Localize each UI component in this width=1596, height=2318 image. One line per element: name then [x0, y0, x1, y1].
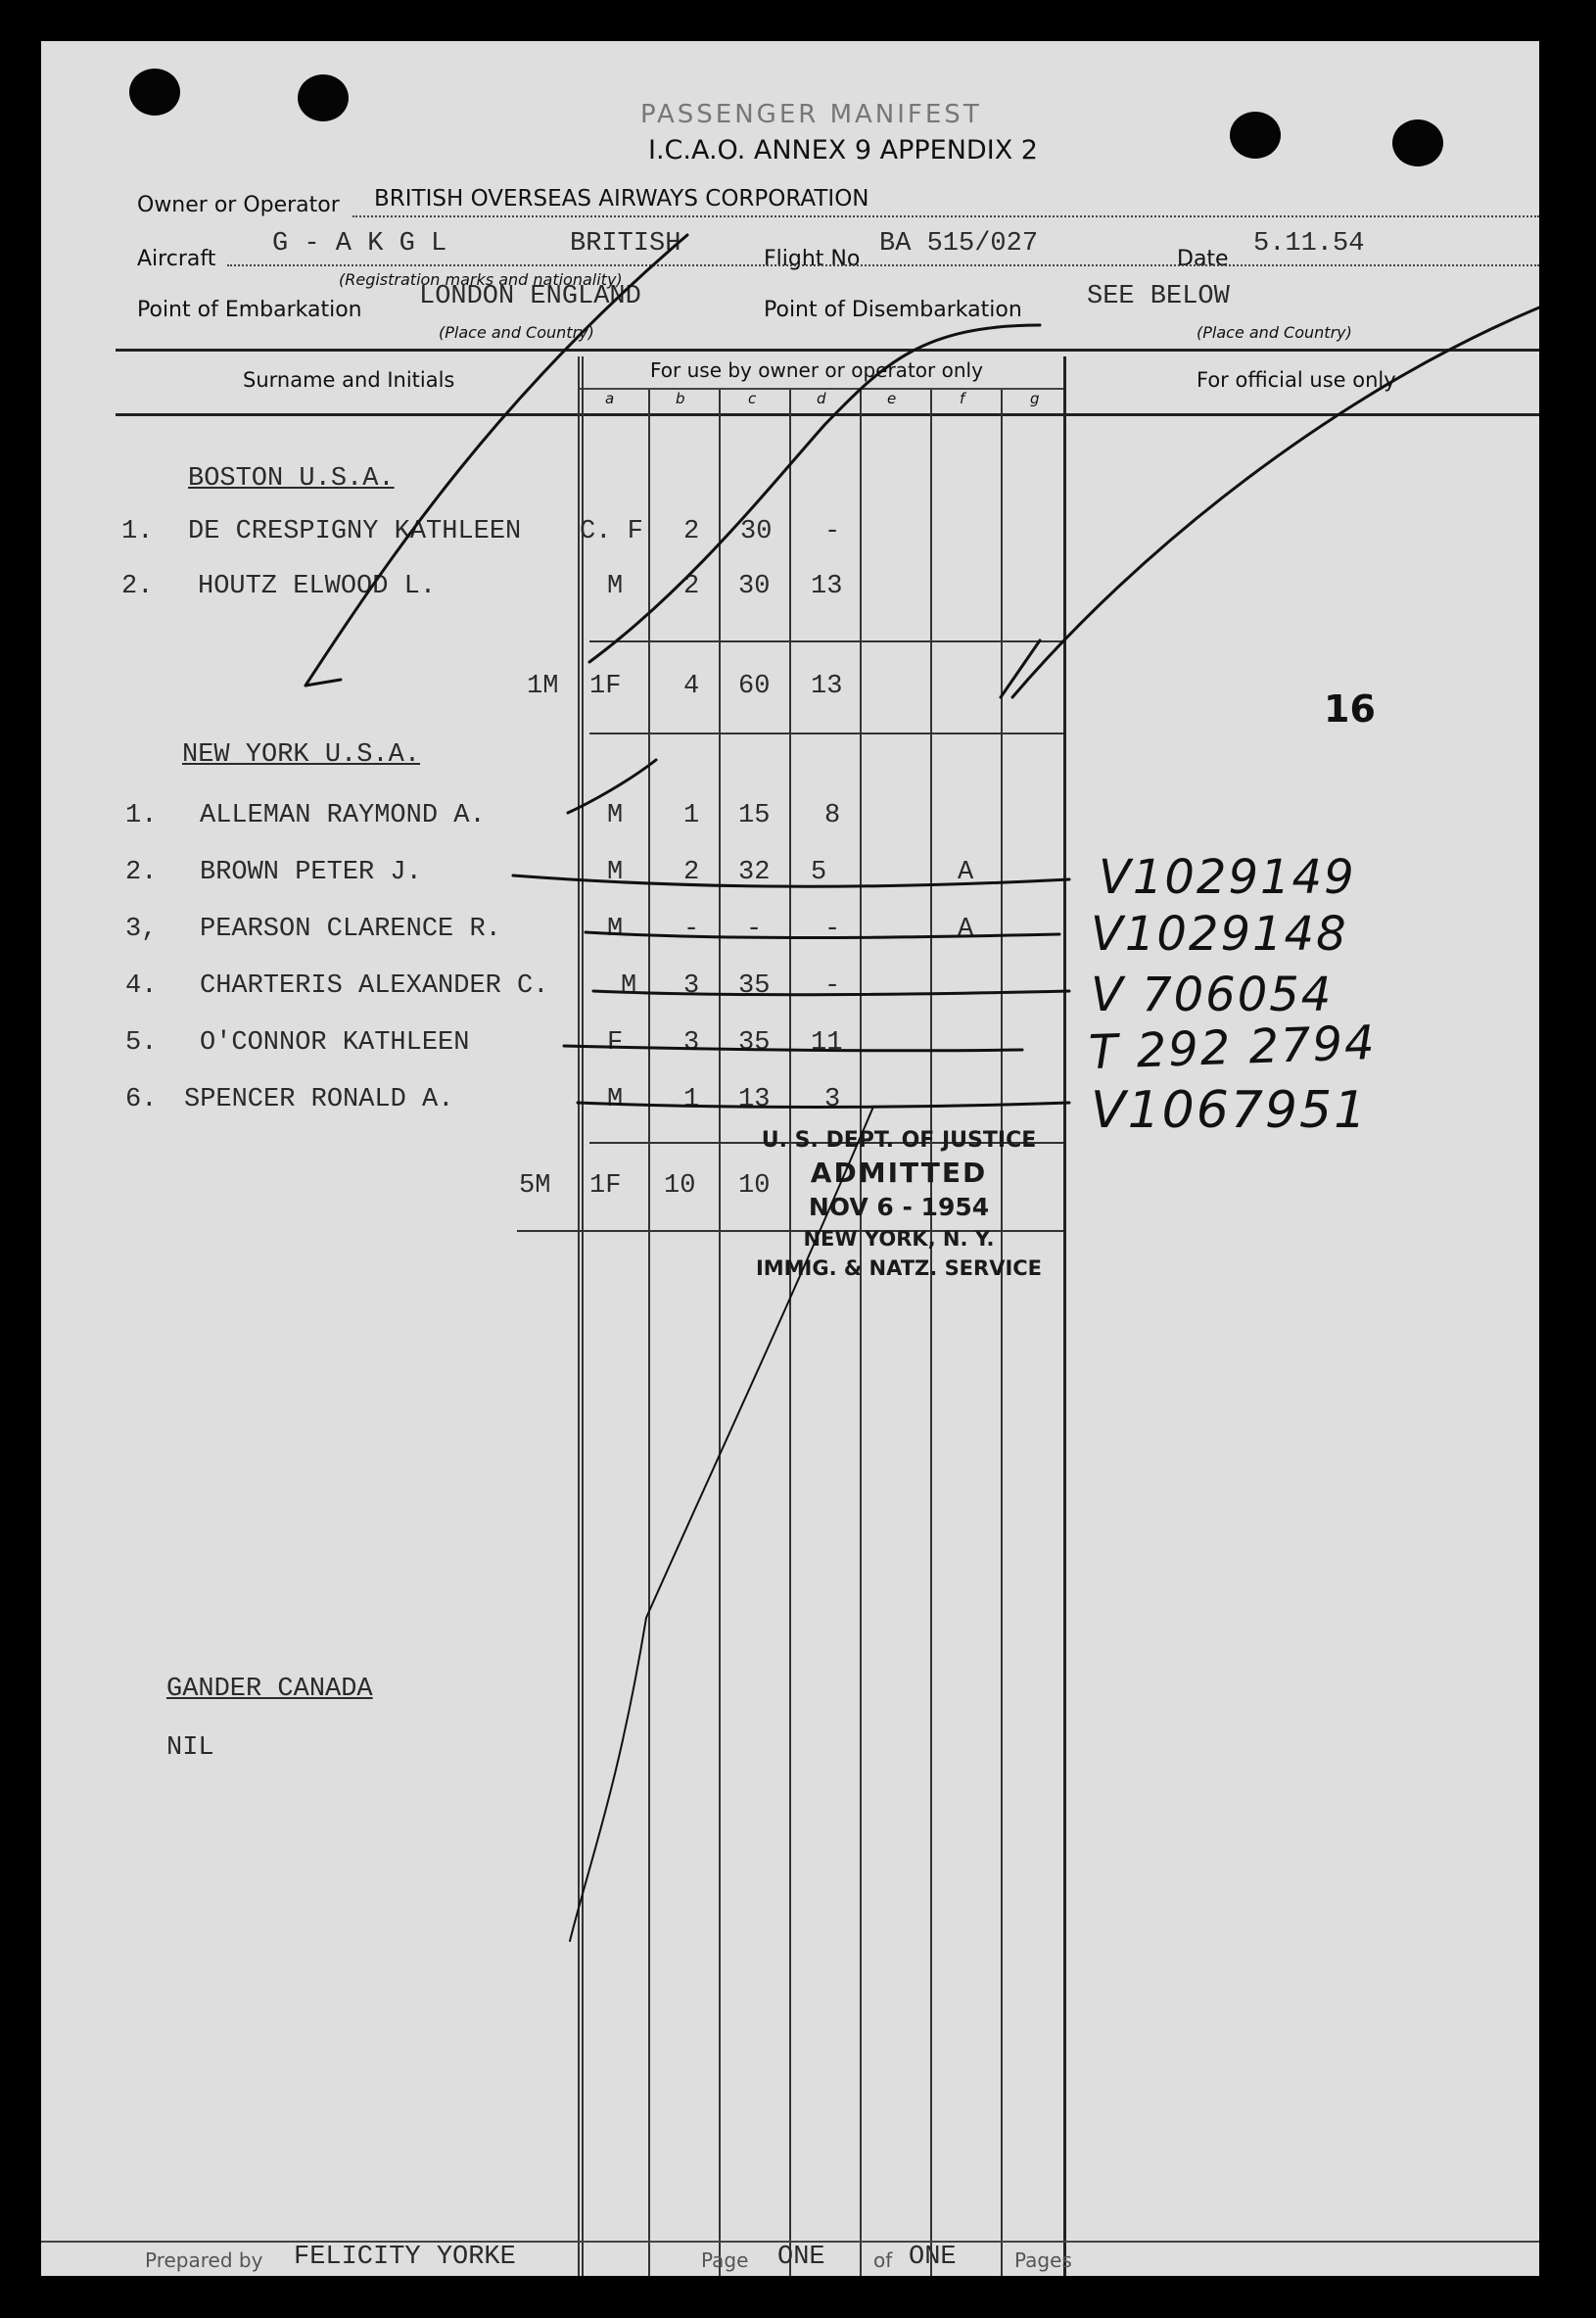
of-value: ONE: [909, 2243, 957, 2272]
registration-caption: (Registration marks and nationality): [339, 270, 623, 289]
surname-header: Surname and Initials: [243, 368, 455, 392]
total-b: 4: [683, 672, 700, 701]
disembarkation-label: Point of Disembarkation: [764, 298, 1022, 322]
cell-f: A: [958, 915, 974, 944]
stamp-date: NOV 6 - 1954: [808, 1193, 990, 1221]
page-mark: 16: [1324, 687, 1376, 731]
cell-b: -: [683, 915, 700, 944]
manifest-title: PASSENGER MANIFEST: [640, 100, 982, 129]
cell-a: M: [607, 1085, 624, 1114]
embarkation-label: Point of Embarkation: [137, 298, 362, 322]
cell-d: 5: [811, 858, 827, 887]
annex-title: I.C.A.O. ANNEX 9 APPENDIX 2: [648, 135, 1038, 166]
aircraft-nationality: BRITISH: [570, 229, 681, 259]
gander-value: NIL: [166, 1733, 214, 1763]
owner-label: Owner or Operator: [137, 193, 340, 217]
cell-d: 11: [811, 1028, 843, 1058]
passenger-name: DE CRESPIGNY KATHLEEN: [188, 517, 522, 546]
pen-marks: [41, 41, 1539, 2276]
total-b: 10: [664, 1171, 696, 1201]
total-male: 1M: [527, 672, 559, 701]
cell-d: -: [824, 971, 841, 1001]
passenger-name: CHARTERIS ALEXANDER C.: [200, 971, 549, 1001]
cell-b: 3: [683, 971, 700, 1001]
cell-c: 35: [738, 1028, 771, 1058]
cell-c: 32: [738, 858, 771, 887]
total-c: 60: [738, 672, 771, 701]
cell-b: 1: [683, 801, 700, 830]
cell-b: 2: [683, 572, 700, 601]
prepared-value: FELICITY YORKE: [294, 2243, 516, 2272]
prepared-label: Prepared by: [145, 2248, 263, 2272]
cell-f: A: [958, 858, 974, 887]
total-d: 13: [811, 672, 843, 701]
flight-label: Flight No: [764, 247, 861, 271]
owner-value: BRITISH OVERSEAS AIRWAYS CORPORATION: [374, 186, 869, 212]
total-c: 10: [738, 1171, 771, 1201]
passenger-name: HOUTZ ELWOOD L.: [198, 572, 437, 601]
passenger-name: PEARSON CLARENCE R.: [200, 915, 501, 944]
official-use-header: For official use only: [1197, 368, 1396, 392]
subcol-b: b: [676, 390, 685, 407]
of-label: of: [873, 2248, 893, 2272]
disembarkation-caption: (Place and Country): [1197, 323, 1352, 342]
official-number: T 292 2794: [1088, 1015, 1378, 1081]
date-label: Date: [1177, 247, 1229, 271]
section-heading-newyork: NEW YORK U.S.A.: [182, 740, 421, 770]
flight-value: BA 515/027: [879, 229, 1039, 259]
section-heading-gander: GANDER CANADA: [166, 1675, 373, 1704]
page-label: Page: [701, 2248, 749, 2272]
aircraft-label: Aircraft: [137, 247, 216, 271]
disembarkation-value: SEE BELOW: [1087, 282, 1230, 311]
row-num: 1.: [121, 517, 154, 546]
row-num: 6.: [125, 1085, 158, 1114]
total-male: 5M: [519, 1171, 551, 1201]
cell-c: 30: [740, 517, 773, 546]
row-num: 4.: [125, 971, 158, 1001]
stamp-city: NEW YORK, N. Y.: [803, 1227, 995, 1251]
official-number: V1029148: [1091, 907, 1348, 962]
row-num: 1.: [125, 801, 158, 830]
cell-c: 13: [738, 1085, 771, 1114]
cell-a: C. F: [580, 517, 643, 546]
passenger-name: BROWN PETER J.: [200, 858, 422, 887]
date-value: 5.11.54: [1253, 229, 1365, 259]
cell-c: 30: [738, 572, 771, 601]
cell-a: M: [607, 801, 624, 830]
row-num: 2.: [125, 858, 158, 887]
subcol-e: e: [887, 390, 897, 407]
official-number: V1067951: [1091, 1081, 1369, 1140]
row-num: 2.: [121, 572, 154, 601]
cell-b: 3: [683, 1028, 700, 1058]
cell-a: M: [607, 915, 624, 944]
stamp-service: IMMIG. & NATZ. SERVICE: [755, 1256, 1043, 1280]
cell-d: -: [824, 915, 841, 944]
cell-a: F: [607, 1028, 624, 1058]
passenger-name: O'CONNOR KATHLEEN: [200, 1028, 470, 1058]
cell-a: M: [607, 572, 624, 601]
cell-a: M: [621, 971, 637, 1001]
total-a: 1F: [589, 1171, 622, 1201]
official-number: V 706054: [1091, 968, 1334, 1022]
subcol-f: f: [960, 390, 965, 407]
stamp-admitted: ADMITTED: [810, 1157, 988, 1189]
cell-d: 13: [811, 572, 843, 601]
embarkation-value: LONDON ENGLAND: [419, 282, 641, 311]
cell-c: 15: [738, 801, 771, 830]
subcol-g: g: [1030, 390, 1040, 407]
aircraft-registration: G - A K G L: [272, 229, 447, 259]
passenger-name: ALLEMAN RAYMOND A.: [200, 801, 486, 830]
owner-use-header: For use by owner or operator only: [650, 358, 983, 382]
cell-d: -: [824, 517, 841, 546]
manifest-sheet: [41, 41, 1539, 2276]
cell-b: 1: [683, 1085, 700, 1114]
passenger-name: SPENCER RONALD A.: [184, 1085, 454, 1114]
official-number: V1029149: [1099, 850, 1356, 905]
row-num: 3,: [125, 915, 158, 944]
total-a: 1F: [589, 672, 622, 701]
subcol-c: c: [748, 390, 757, 407]
section-heading-boston: BOSTON U.S.A.: [188, 464, 395, 494]
cell-c: -: [746, 915, 763, 944]
embarkation-caption: (Place and Country): [439, 323, 594, 342]
page-value: ONE: [777, 2243, 825, 2272]
row-num: 5.: [125, 1028, 158, 1058]
cell-b: 2: [683, 858, 700, 887]
cell-a: M: [607, 858, 624, 887]
cell-b: 2: [683, 517, 700, 546]
stamp-dept: U. S. DEPT. OF JUSTICE: [761, 1128, 1037, 1153]
subcol-a: a: [605, 390, 615, 407]
cell-c: 35: [738, 971, 771, 1001]
cell-d: 8: [824, 801, 841, 830]
pages-label: Pages: [1014, 2248, 1072, 2272]
subcol-d: d: [817, 390, 826, 407]
cell-d: 3: [824, 1085, 841, 1114]
